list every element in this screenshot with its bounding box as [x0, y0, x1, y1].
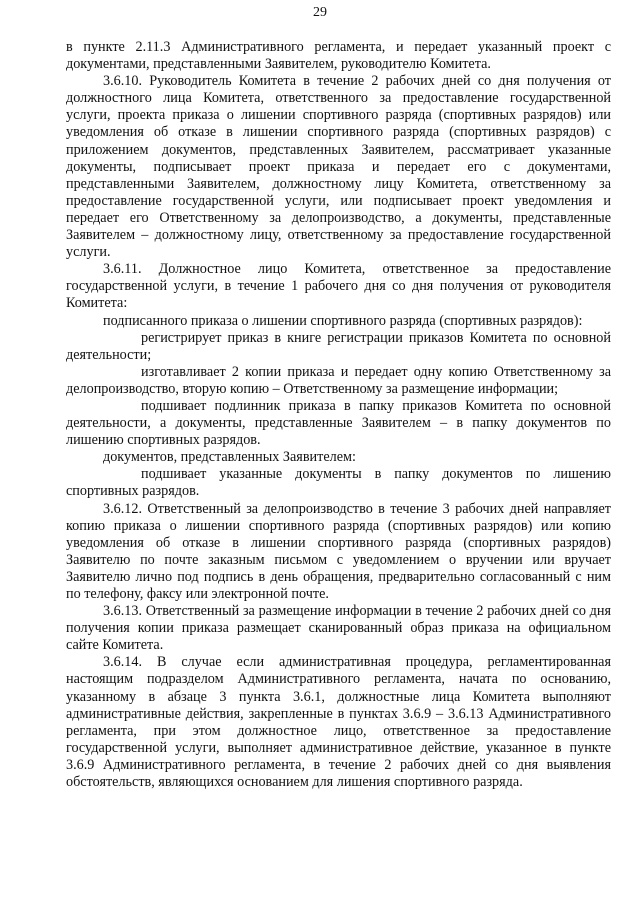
paragraph: 3.6.11. Должностное лицо Комитета, ответственное за предоставление государственной услуги, в течение 1 рабочего дня со дня получения от руководителя Комитета:: [66, 261, 611, 312]
paragraph: 3.6.14. В случае если административная процедура, регламентированная настоящим подразделом Административного регламента, начата по основанию, указанному в абзаце 3 пункта 3.6.1, должностные лица Комитета выполняют административные действия, закрепленные в пунктах 3.6.9 – 3.6.13 Административного регламента, при этом должностное лицо, ответственное за предоставление государственной услуги, выполняет административное действие, указанное в пункте 3.6.9 Административного регламента, в течение 2 рабочих дней со дня выявления обстоятельств, являющихся основанием для лишения спортивного разряда.: [66, 654, 611, 791]
paragraph: 3.6.13. Ответственный за размещение информации в течение 2 рабочих дней со дня получения копии приказа размещает сканированный образ приказа на официальном сайте Комитета.: [66, 603, 611, 654]
paragraph: изготавливает 2 копии приказа и передает одну копию Ответственному за делопроизводство, вторую копию – Ответственному за размещение информации;: [66, 363, 611, 397]
paragraph: документов, представленных Заявителем:: [103, 449, 356, 466]
paragraph: 3.6.12. Ответственный за делопроизводство в течение 3 рабочих дней направляет копию приказа о лишении спортивного разряда (спортивных разрядов) или копию уведомления об отказе в лишении спортивного разряда (спортивных разрядов) Заявителю по почте заказным письмом с уведомлением о вручении или вручает Заявителю лично под подпись в день обращения, предварительно согласованный с ним по телефону, факсу или электронной почте.: [66, 500, 611, 602]
paragraph: 3.6.10. Руководитель Комитета в течение 2 рабочих дней со дня получения от должностного лица Комитета, ответственного за предоставление государственной услуги, проекта приказа о лишении спортивного разряда (спортивных разрядов) или уведомления об отказе в лишении спортивного разряда (спортивных разрядов) с приложением документов, представленных Заявителем, рассматривает указанные документы, подписывает проект приказа и передает его с документами, представленными Заявителем, должностному лицу Комитета, ответственному за предоставление государственной услуги, или подписывает проект уведомления и передает его Ответственному за делопроизводство, а документы, представленные Заявителем – должностному лицу, ответственному за предоставление государственной услуги.: [66, 73, 611, 261]
paragraph: в пункте 2.11.3 Административного регламента, и передает указанный проект с документами, представленными Заявителем, руководителю Комитета.: [66, 39, 611, 73]
paragraph: подшивает указанные документы в папку документов по лишению спортивных разрядов.: [66, 466, 611, 500]
document-body: [66, 39, 611, 791]
paragraph: подшивает подлинник приказа в папку приказов Комитета по основной деятельности, а документы, представленные Заявителем – в папку документов по лишению спортивных разрядов.: [66, 397, 611, 449]
paragraph: регистрирует приказ в книге регистрации приказов Комитета по основной деятельности;: [66, 329, 611, 363]
paragraph: подписанного приказа о лишении спортивного разряда (спортивных разрядов):: [103, 312, 583, 329]
page-number: 29: [313, 5, 327, 20]
